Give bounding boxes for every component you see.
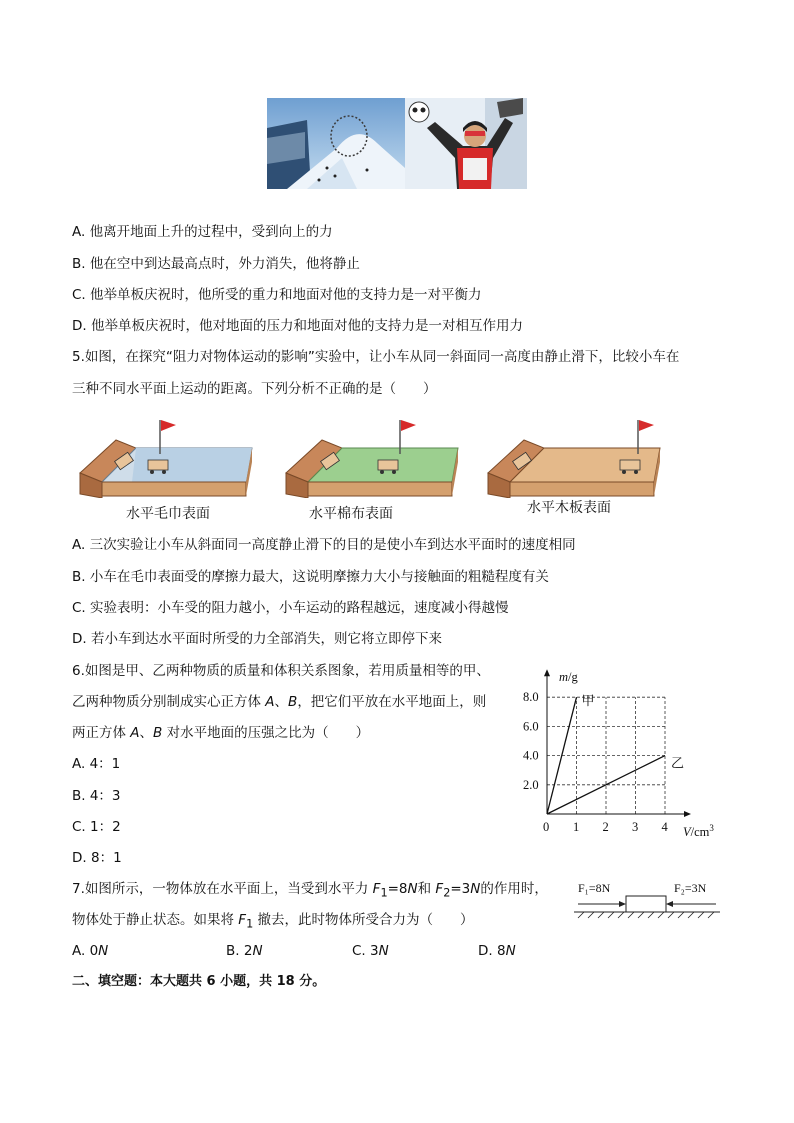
q7-option-b-text: B. 2 (226, 943, 253, 959)
q7-stem-text: 物体处于静止状态。如果将 (72, 912, 239, 928)
q6-stem-text: 、 (274, 694, 289, 710)
y-tick-label: 2.0 (523, 777, 539, 792)
q7-unit: N (407, 881, 418, 897)
x-axis-label: $V/cm^3$ (683, 823, 714, 839)
q7-var-f: F (435, 881, 444, 897)
photo-athlete-celebrating (405, 98, 527, 189)
y-axis-label: m/g (559, 670, 578, 685)
q7-sub: 1 (380, 886, 388, 900)
caption-wood: 水平木板表面 (527, 500, 611, 516)
q7-unit: N (470, 881, 481, 897)
series-label: 甲 (581, 694, 595, 710)
q7-unit: N (252, 943, 263, 959)
q6-stem-text: 两正方体 (72, 725, 131, 741)
q7-option-b (226, 941, 263, 961)
q7-unit: N (378, 943, 389, 959)
q6-option-a: A. 4：1 (72, 756, 121, 772)
q7-sub: 1 (246, 917, 254, 931)
q5-stem-line1: 5.如图，在探究“阻力对物体运动的影响”实验中，让小车从同一斜面同一高度由静止滑下，比较小车在 (72, 349, 680, 365)
y-tick-label: 8.0 (523, 690, 539, 705)
q5-stem-line2: 三种不同水平面上运动的距离。下列分析不正确的是（ ） (72, 381, 437, 397)
q7-stem-text: 的作用时， (480, 881, 548, 897)
ramp-figure-towel (76, 418, 262, 498)
q4-option-c: C. 他举单板庆祝时，他所受的重力和地面对他的支持力是一对平衡力 (72, 287, 482, 303)
section-heading-fill-in (72, 972, 325, 992)
q5-option-b: B. 小车在毛巾表面受的摩擦力最大，这说明摩擦力大小与接触面的粗糙程度有关 (72, 569, 549, 585)
q7-option-d-text: D. 8 (478, 943, 506, 959)
q6-var-b: B (288, 694, 298, 710)
q7-stem-text: 撤去，此时物体所受合力为（ ） (253, 912, 474, 928)
q7-option-c-text: C. 3 (352, 943, 379, 959)
ramp-figure-cotton (282, 418, 468, 498)
series-label: 乙 (671, 756, 685, 772)
q6-var-a: A (130, 725, 140, 741)
q6-var-b: B (153, 725, 163, 741)
q7-unit: N (98, 943, 109, 959)
section-prefix: 二、填空题： (72, 974, 151, 989)
q6-stem-line3 (72, 723, 369, 743)
q4-option-a: A. 他离开地面上升的过程中，受到向上的力 (72, 224, 333, 240)
q5-option-d: D. 若小车到达水平面时所受的力全部消失，则它将立即停下来 (72, 631, 442, 647)
q6-var-a: A (265, 694, 275, 710)
q7-unit: N (505, 943, 516, 959)
x-tick-label: 0 (543, 820, 550, 834)
q7-option-c (352, 941, 389, 961)
x-axis-arrow (684, 811, 691, 817)
q7-var-f: F (372, 881, 381, 897)
q6-stem-line2 (72, 692, 486, 712)
force-diagram (574, 878, 722, 920)
q7-option-d (478, 941, 516, 961)
q6-stem-text: 、 (139, 725, 154, 741)
q6-stem-text: 对水平地面的压强之比为（ ） (162, 725, 370, 741)
q7-stem-text: 7.如图所示，一物体放在水平面上，当受到水平力 (72, 881, 373, 897)
q7-option-a-text: A. 0 (72, 943, 99, 959)
q7-stem-text: =3 (450, 881, 471, 897)
y-axis-arrow (544, 669, 550, 676)
q6-option-d: D. 8：1 (72, 850, 122, 866)
q6-stem-text: 乙两种物质分别制成实心正方体 (72, 694, 266, 710)
q4-option-b: B. 他在空中到达最高点时，外力消失，他将静止 (72, 256, 360, 272)
x-tick-label: 4 (661, 820, 668, 834)
q6-option-c: C. 1：2 (72, 819, 121, 835)
mass-volume-chart (505, 660, 725, 845)
caption-cotton: 水平棉布表面 (309, 506, 393, 522)
f1-label: F₁=8N (578, 881, 611, 895)
ramp-figure-wood (484, 418, 670, 498)
photo-ski-jump (267, 98, 405, 189)
q6-option-b: B. 4：3 (72, 788, 121, 804)
y-tick-label: 4.0 (523, 748, 539, 763)
f2-label: F₂=3N (674, 881, 707, 895)
caption-towel: 水平毛巾表面 (126, 506, 210, 522)
q7-stem-text: =8 (387, 881, 408, 897)
q6-stem-text: ，把它们平放在水平地面上，则 (297, 694, 487, 710)
q4-option-d: D. 他举单板庆祝时，他对地面的压力和地面对他的支持力是一对相互作用力 (72, 318, 523, 334)
x-tick-label: 3 (632, 820, 639, 834)
x-tick-label: 1 (573, 820, 580, 834)
q7-stem-line1 (72, 879, 548, 904)
q7-option-a (72, 941, 108, 961)
x-tick-label: 2 (602, 820, 609, 834)
q7-stem-line2 (72, 910, 474, 935)
y-tick-label: 6.0 (523, 719, 539, 734)
q7-sub: 2 (443, 886, 451, 900)
q5-option-a: A. 三次实验让小车从斜面同一高度静止滑下的目的是使小车到达水平面时的速度相同 (72, 537, 576, 553)
q7-var-f: F (238, 912, 247, 928)
q7-stem-text: 和 (417, 881, 436, 897)
q6-stem-line1: 6.如图是甲、乙两种物质的质量和体积关系图象，若用质量相等的甲、 (72, 663, 490, 679)
q5-option-c: C. 实验表明：小车受的阻力越小，小车运动的路程越远，速度减小得越慢 (72, 600, 509, 616)
section-description: 本大题共 6 小题，共 18 分。 (150, 974, 326, 989)
